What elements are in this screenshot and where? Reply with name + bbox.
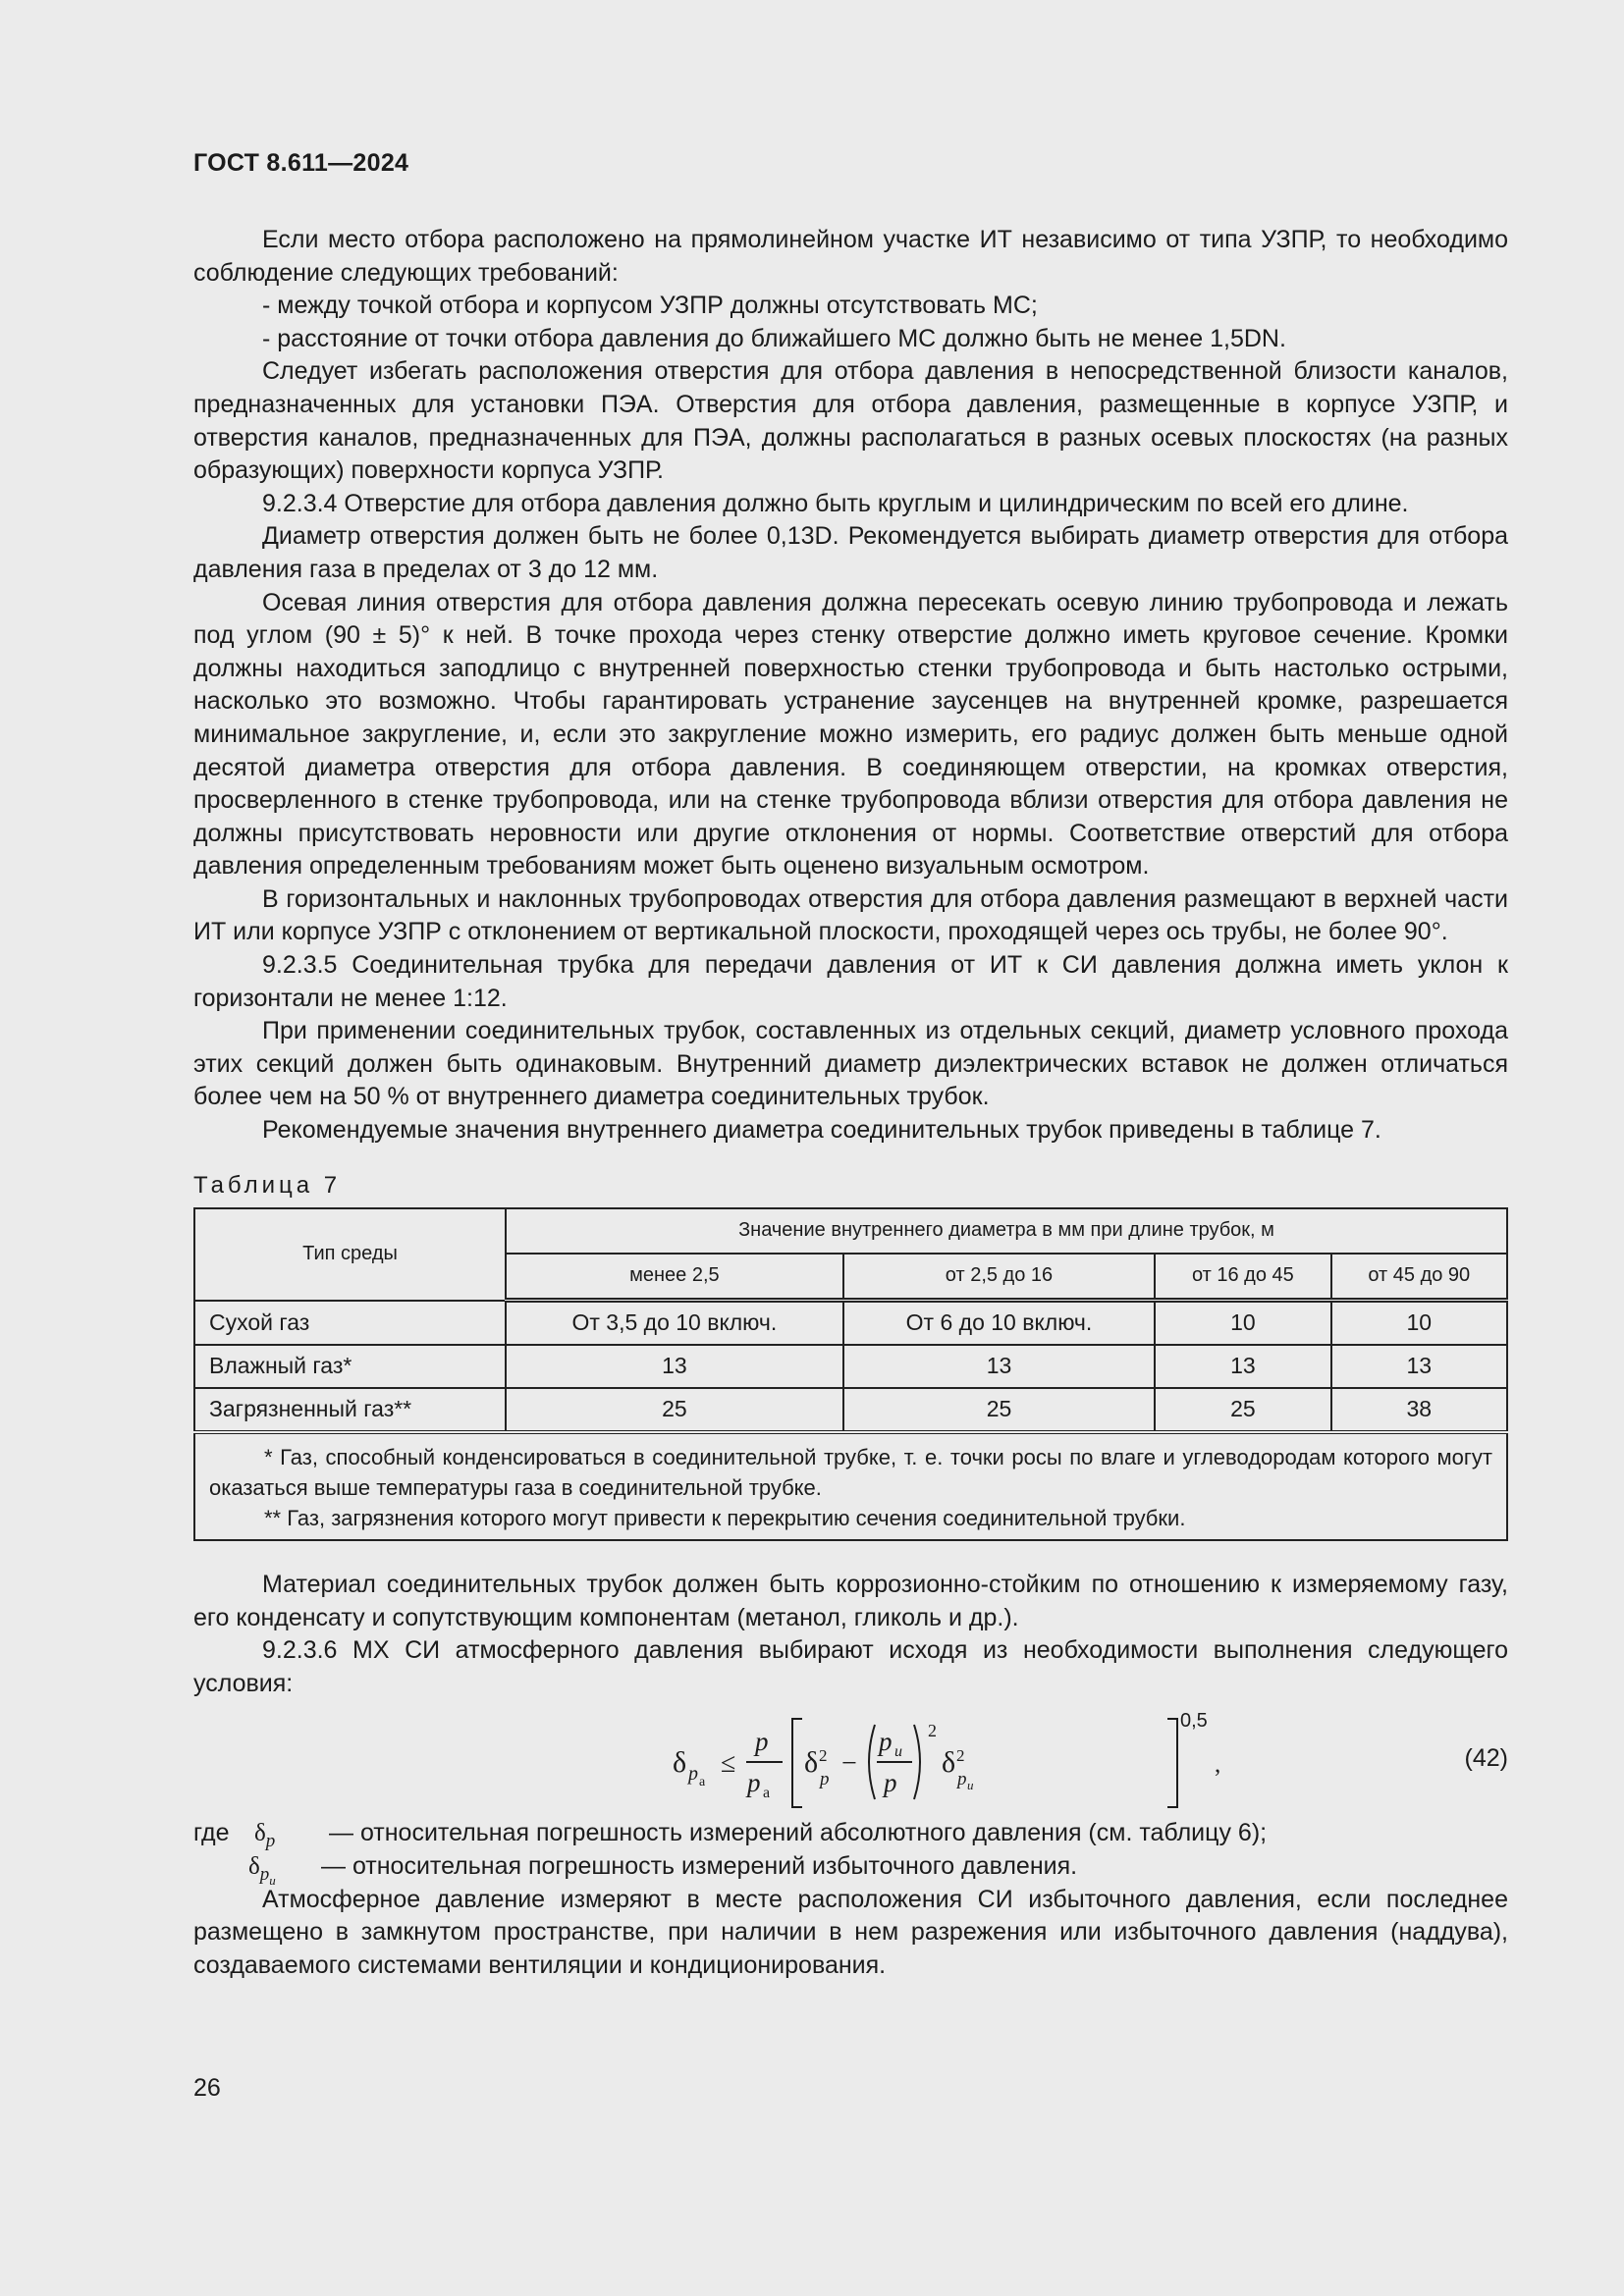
equation-number: (42): [1464, 1743, 1508, 1772]
minus-sign: −: [841, 1747, 857, 1779]
list-item: - расстояние от точки отбора давления до ближайшего МС должно быть не менее 1,5DN.: [262, 324, 1286, 352]
document-header: ГОСТ 8.611—2024: [193, 149, 409, 177]
outer-exponent: 0,5: [1180, 1709, 1208, 1732]
p-i-sub: и: [894, 1742, 902, 1760]
leq-symbol: ≤: [721, 1747, 736, 1779]
page-number: 26: [193, 2074, 221, 2102]
table-cell: От 6 до 10 включ.: [843, 1301, 1155, 1346]
list-item: - между точкой отбора и корпусом УЗПР должны отсутствовать МС;: [262, 292, 1038, 320]
row-label: Влажный газ*: [194, 1345, 506, 1388]
delta-pi: δ: [942, 1745, 956, 1779]
column-header: от 45 до 90: [1331, 1254, 1507, 1301]
table-caption: Таблица 7: [193, 1171, 342, 1199]
paragraph: Осевая линия отверстия для отбора давления должна пересекать осевую линию трубопровода и лежать под углом (90 ± 5)° к ней. В точке прохода через стенку отверстие должно иметь круговое сечение. Кромки должны находиться заподлицо с внутренней поверхностью стенки трубопровода и быть настолько острыми, насколько это возможно. Чтобы гарантировать устранение заусенцев на внутренней кромке, разрешается минимальное закругление, и, если это закругление можно измерить, его радиус должен быть меньше одной десятой диаметра отверстия для отбора давления. В соединяющем отверстии, на кромках отверстия, просверленного в стенке трубопровода, или на стенке трубопровода вблизи отверстия для отбора давления не должны присутствовать неровности или другие отклонения от нормы. Соответствие отверстий для отбора давления определенным требованиям может быть оценено визуальным осмотром.: [193, 588, 1508, 881]
paragraph: Рекомендуемые значения внутреннего диаметра соединительных трубок приведены в таблице 7.: [262, 1116, 1381, 1145]
definition-text: — относительная погрешность измерений избыточного давления.: [321, 1851, 1078, 1880]
square-exp: 2: [819, 1745, 828, 1765]
table-cell: 13: [1155, 1345, 1330, 1388]
denominator-p: p: [747, 1767, 761, 1797]
table-cell: 38: [1331, 1388, 1507, 1432]
row-label: Сухой газ: [194, 1301, 506, 1346]
column-header: менее 2,5: [506, 1254, 843, 1301]
table-row: [194, 1345, 1507, 1388]
symbol-subscript: p: [259, 1863, 270, 1885]
symbol-subscript: p: [265, 1830, 276, 1851]
footnote: * Газ, способный конденсироваться в соединительной трубке, т. е. точки росы по влаге и углеводородам которого могут оказаться выше температуры газа в соединительной трубке.: [209, 1445, 1492, 1501]
paragraph: Если место отбора расположено на прямолинейном участке ИТ независимо от типа УЗПР, то необходимо соблюдение следующих требований:: [193, 226, 1508, 287]
delta-p-symbol: [254, 1817, 275, 1850]
subscript-p2: p: [820, 1768, 830, 1789]
subscript-p: p: [688, 1762, 698, 1785]
delta-glyph: δ: [248, 1852, 260, 1880]
table-cell: 13: [843, 1345, 1155, 1388]
table-cell: 13: [506, 1345, 843, 1388]
page-content: [193, 224, 1508, 1982]
table-row: [194, 1388, 1507, 1432]
formula-graphic: [193, 1707, 1508, 1813]
delta-p: δ: [804, 1745, 819, 1779]
paragraph: В горизонтальных и наклонных трубопроводах отверстия для отбора давления размещают в верхней части ИТ или корпусе УЗПР с отклонением от вертикальной плоскости, проходящей через ось трубы, не более 90°.: [193, 884, 1508, 946]
where-item-2: [193, 1850, 1508, 1888]
formula-comma: ,: [1215, 1750, 1221, 1778]
paragraph: 9.2.3.5 Соединительная трубка для передачи давления от ИТ к СИ давления должна иметь уклон к горизонтали не менее 1:12.: [193, 951, 1508, 1012]
table-cell: 10: [1155, 1301, 1330, 1346]
denominator-sub: а: [763, 1784, 771, 1801]
table-footnotes: [194, 1432, 1507, 1540]
paragraph: Материал соединительных трубок должен быть коррозионно-стойким по отношению к измеряемому газу, его конденсату и сопутствующим компонентам (метанол, гликоль и др.).: [193, 1571, 1508, 1631]
delta-glyph: δ: [254, 1819, 266, 1846]
delta-pi-symbol: [248, 1850, 276, 1888]
paragraph: 9.2.3.4 Отверстие для отбора давления должно быть круглым и цилиндрическим по всей его длине.: [262, 489, 1409, 517]
subscript-a: а: [699, 1774, 706, 1789]
symbol-subsubscript: и: [269, 1872, 276, 1888]
delta-symbol: δ: [673, 1745, 687, 1779]
paragraph: Следует избегать расположения отверстия для отбора давления в непосредственной близости каналов, предназначенных для установки ПЭА. Отверстия для отбора давления, размещенные в корпусе УЗПР, и отверстия каналов, предназначенных для ПЭА, должны располагаться в разных осевых плоскостях (на разных образующих) поверхности корпуса УЗПР.: [193, 357, 1508, 485]
where-item-1: [193, 1817, 1508, 1850]
diameter-table: [193, 1207, 1508, 1541]
paragraph: При применении соединительных трубок, составленных из отдельных секций, диаметр условного прохода этих секций должен быть одинаковым. Внутренний диаметр диэлектрических вставок не должен отличаться более чем на 50 % от внутреннего диаметра соединительных трубок.: [193, 1017, 1508, 1111]
table-cell: 25: [506, 1388, 843, 1432]
table-cell: 13: [1331, 1345, 1507, 1388]
column-header: от 16 до 45: [1155, 1254, 1330, 1301]
square-exp-2: 2: [956, 1745, 965, 1765]
footnote: ** Газ, загрязнения которого могут привести к перекрытию сечения соединительной трубки.: [264, 1506, 1186, 1531]
subscript-pi: p: [957, 1768, 967, 1789]
table-cell: От 3,5 до 10 включ.: [506, 1301, 843, 1346]
numerator-p: p: [755, 1726, 769, 1756]
column-header: от 2,5 до 16: [843, 1254, 1155, 1301]
row-label: Загрязненный газ**: [194, 1388, 506, 1432]
definition-text: — относительная погрешность измерений абсолютного давления (см. таблицу 6);: [329, 1818, 1268, 1846]
paragraph: Атмосферное давление измеряют в месте расположения СИ избыточного давления, если последнее размещено в замкнутом пространстве, при наличии в нем разрежения или избыточного давления (наддува), создаваемого системами вентиляции и кондиционирования.: [193, 1885, 1508, 1979]
subscript-pi-sub: и: [967, 1777, 974, 1792]
paren-exp: 2: [928, 1720, 937, 1740]
where-label: где: [193, 1818, 230, 1846]
paragraph: Диаметр отверстия должен быть не более 0,13D. Рекомендуется выбирать диаметр отверстия для отбора давления газа в пределах от 3 до 12 мм.: [193, 522, 1508, 583]
table-cell: 25: [843, 1388, 1155, 1432]
table-cell: 25: [1155, 1388, 1330, 1432]
p-i: p: [879, 1726, 893, 1756]
paragraph: 9.2.3.6 МХ СИ атмосферного давления выбирают исходя из необходимости выполнения следующего условия:: [193, 1636, 1508, 1697]
table-row: [194, 1301, 1507, 1346]
table-cell: 10: [1331, 1301, 1507, 1346]
column-header-medium-type: Тип среды: [194, 1208, 506, 1301]
p-denom: p: [884, 1767, 897, 1797]
formula-42: [193, 1707, 1508, 1813]
column-group-header: Значение внутреннего диаметра в мм при длине трубок, м: [506, 1208, 1507, 1254]
